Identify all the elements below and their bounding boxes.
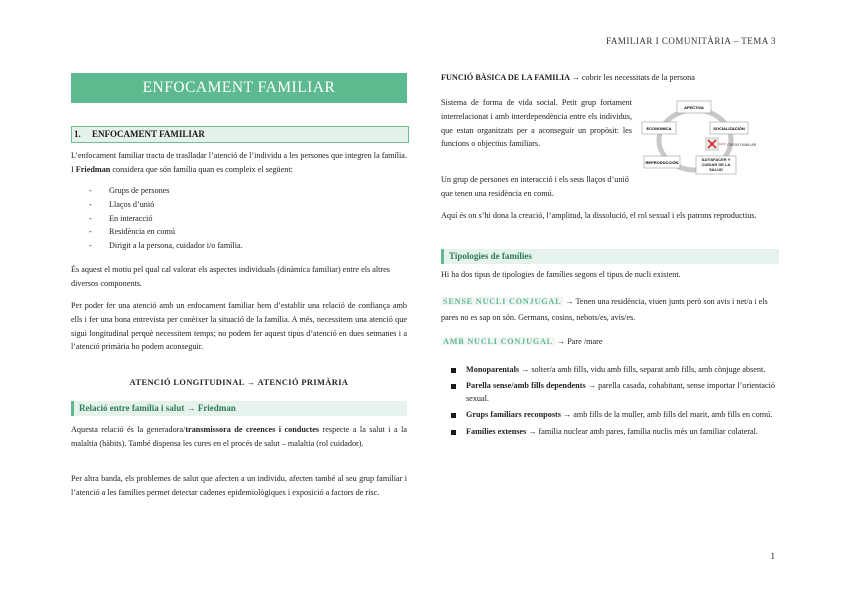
relation-text-2: respecte a la salut i a la malaltia (hàbits). També dispensa les cures en el procés de salut – malaltia (rol cuidador). — [71, 425, 407, 448]
page-number: 1 — [770, 551, 775, 561]
subheading-typologies: Tipologies de famílies — [441, 249, 779, 264]
list-item — [441, 364, 775, 376]
relation-bold: transmissora de creences i conductes — [185, 425, 320, 434]
list-item — [441, 426, 775, 438]
list-item: - Llaços d’unió — [71, 198, 407, 212]
type-desc: → família nuclear amb pares, família nuclis més un familiar colateral. — [526, 426, 758, 436]
paragraph-longitudinal: Per poder fer una atenció amb un enfocament familiar hem d’establir una relació de confiança amb ells i fer una bona entrevista per conèixer la situació de la família. A més, necessitem una atenció que sigui longitudinal perquè necessitem temps; no podem fer aquest tipus d’atenció en dues setmanes i a l’atenció primària ho podem aconseguir. — [71, 301, 407, 352]
diagram-label-reproduccion: REPRODUCCIÓN — [645, 160, 679, 165]
subheading-friedman: Relació entre família i salut → Friedman — [71, 401, 407, 416]
paragraph-dynamics: És aquest el motiu pel qual cal valorar els aspectes individuals (dinàmica familiar) entre els altres diversos components. — [71, 265, 390, 288]
paragraph-problems: Per altra banda, els problemes de salut que afecten a un individu, afecten també al seu grup familiar i l’atenció a les famílies permet detectar cadenes epidemiològiques i exposició a factors de risc. — [71, 474, 407, 497]
type-desc: → solter/a amb fills, vidu amb fills, separat amb fills, amb cònjuge absent. — [519, 365, 766, 374]
paragraph-creation: Aquí és on s’hi dona la creació, l’amplitud, la dissolució, el rol sexual i els patrons reproductius. — [441, 211, 757, 220]
diagram-label-salud: SATISFACER Y CUIDAR DE LA SALUD — [701, 157, 731, 172]
intro-text-1: L’enfocament familiar tracta de traslladar l’atenció de l’individu a les persones que integren la família. I — [71, 151, 407, 174]
sense-nucli-label: SENSE NUCLI CONJUGAL — [443, 297, 562, 306]
paragraph-group: Un grup de persones en interacció i els seus llaços d’unió que tenen una residència en comú. — [441, 175, 629, 198]
friedman-name: Friedman — [75, 164, 111, 174]
family-types-list — [441, 364, 775, 442]
type-desc: → amb fills de la muller, amb fills del marit, amb fills en comú. — [560, 410, 773, 420]
type-term: Famílies extenses — [466, 426, 527, 436]
center-heading: ATENCIÓ LONGITUDINAL → ATENCIÓ PRIMÀRIA — [129, 378, 349, 387]
list-item — [441, 409, 775, 421]
diagram-tag-crisis: CRISIS FAMILIAR — [727, 143, 757, 147]
list-item: - En interacció — [71, 212, 407, 226]
type-desc: → parella casada, cohabitant, sense importar l’orientació sexual. — [466, 381, 775, 403]
type-term: Grups familiars reconposts — [466, 410, 561, 420]
title-banner: ENFOCAMENT FAMILIAR — [71, 73, 407, 103]
sense-nucli-desc: → Tenen una residència, viuen junts però son avis i net/a i els pares no es sap on són. Germans, cosins, nebots/es, avis/es. — [441, 297, 768, 322]
diagram-label-socializacion: SOCIALIZACIÓN — [713, 126, 745, 131]
paragraph-relation — [71, 423, 407, 451]
amb-nucli-label: AMB NUCLI CONJUGAL — [443, 337, 553, 346]
relation-text-1: Aquesta relació és la generadora/ — [71, 425, 186, 434]
amb-nucli-block — [441, 335, 777, 349]
typologies-intro: Hi ha dos tipus de tipologies de famílies segons el tipus de nucli existent. — [441, 270, 681, 279]
list-item — [441, 380, 775, 405]
section-title: ENFOCAMENT FAMILIAR — [92, 129, 205, 139]
running-header: FAMILIAR I COMUNITÀRIA – TEMA 3 — [606, 36, 776, 46]
diagram-label-economica: ECONOMICA — [646, 126, 672, 131]
list-item: - Grups de persones — [71, 184, 407, 198]
sense-nucli-block — [441, 294, 777, 326]
paragraph-system: Sistema de forma de vida social. Petit grup fortament interrelacionat i amb interdependència entre els individus, que estan organitzats per a aconseguir un propòsit: les funcions o objectius familiars. — [441, 98, 632, 149]
type-term: Monoparentals — [466, 365, 520, 374]
list-item: - Dirigit a la persona, cuidador i/o família. — [71, 239, 407, 253]
function-heading — [441, 71, 781, 85]
function-desc: cobrir les necessitats de la persona — [579, 73, 695, 82]
family-functions-diagram — [640, 96, 757, 184]
intro-paragraph — [71, 149, 407, 177]
list-item: - Residència en comú — [71, 225, 407, 239]
diagram-label-afectiva: AFECTIVA — [684, 105, 704, 110]
amb-nucli-desc: → Pare /mare — [554, 337, 603, 346]
criteria-list — [71, 184, 407, 253]
type-term: Parella sense/amb fills dependents — [466, 381, 586, 391]
intro-text-2: considera que són família quan es compleix el següent: — [110, 164, 293, 174]
section-heading — [71, 126, 409, 143]
section-number: 1. — [74, 129, 81, 139]
function-title: FUNCIÓ BÀSICA DE LA FAMILIA → — [441, 73, 580, 82]
